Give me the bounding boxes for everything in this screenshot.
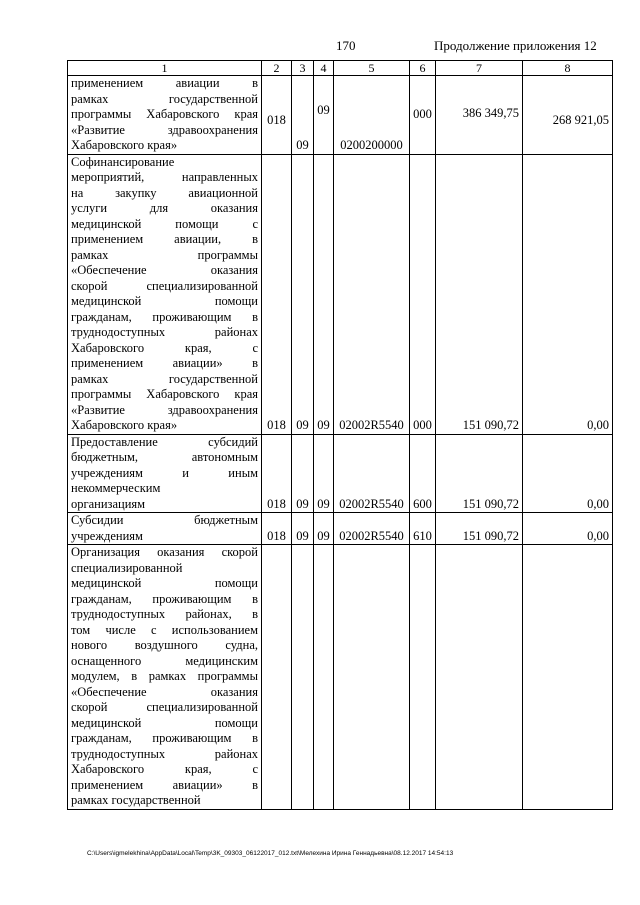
description-line: Софинансирование (71, 154, 175, 169)
amount-column-7: 151 090,72 (436, 434, 523, 513)
target-article-code: 02002R5540 (334, 513, 410, 545)
table-row (68, 154, 613, 434)
expense-type-code: 000 (410, 154, 436, 434)
description-line: мероприятий, направленных (71, 170, 258, 184)
description-line: некоммерческим (71, 481, 161, 495)
description-line: бюджетным, автономным (71, 450, 258, 464)
description-line: «Обеспечение оказания (71, 684, 258, 699)
description-line: гражданам, проживающим в (71, 731, 258, 745)
section-code: 09 (292, 434, 314, 513)
grbs-code: 018 (262, 434, 292, 513)
description-line: Субсидии бюджетным (71, 513, 258, 527)
table-body (68, 76, 613, 810)
description-line: учреждениям (71, 528, 143, 543)
column-header: 1 (68, 61, 262, 76)
row-description (68, 434, 262, 513)
amount-column-8: 0,00 (523, 154, 613, 434)
column-header: 6 (410, 61, 436, 76)
grbs-code: 018 (262, 513, 292, 545)
row-description (68, 545, 262, 810)
target-article-code: 0200200000 (334, 76, 410, 155)
subsection-code (314, 545, 334, 810)
description-line: учреждениям и иным (71, 465, 258, 480)
subsection-code: 09 (314, 154, 334, 434)
subsection-code: 09 (314, 434, 334, 513)
file-path-footer: C:\Users\igmelekhina\AppData\Local\Temp\3K_09303_06122017_012.txt\Мелехина Ирина Геннадьевна\08.12.2017 14:54:13 (87, 850, 454, 857)
expense-type-code: 600 (410, 434, 436, 513)
description-line: труднодоступных районах (71, 746, 258, 761)
amount-column-8: 0,00 (523, 513, 613, 545)
amount-column-7: 386 349,75 (436, 76, 523, 155)
grbs-code: 018 (262, 76, 292, 155)
description-line: Хабаровского края» (71, 138, 178, 152)
description-line: труднодоступных районах (71, 325, 258, 339)
description-line: применением авиации, в (71, 232, 258, 246)
description-line: оснащенного медицинским (71, 653, 258, 668)
target-article-code: 02002R5540 (334, 434, 410, 513)
description-line: модулем, в рамках программы (71, 669, 258, 683)
description-line: применением авиации» в (71, 777, 258, 792)
description-line: Хабаровского края, с (71, 340, 258, 355)
description-line: том числе с использованием (71, 622, 258, 637)
grbs-code (262, 545, 292, 810)
description-line: «Развитие здравоохранения (71, 122, 258, 137)
expense-type-code (410, 545, 436, 810)
description-line: рамках государственной (71, 371, 258, 386)
amount-column-8: 268 921,05 (523, 76, 613, 155)
row-description (68, 76, 262, 155)
description-line: программы Хабаровского края (71, 387, 258, 401)
description-line: рамках программы (71, 247, 258, 262)
row-description (68, 154, 262, 434)
description-line: медицинской помощи (71, 715, 258, 730)
subsection-code: 09 (314, 76, 334, 155)
expense-type-code: 610 (410, 513, 436, 545)
column-header: 8 (523, 61, 613, 76)
description-line: специализированной (71, 560, 183, 575)
section-code: 09 (292, 154, 314, 434)
continuation-label: Продолжение приложения 12 (434, 38, 597, 53)
description-line: Хабаровского края, с (71, 762, 258, 776)
amount-column-8 (523, 545, 613, 810)
description-line: на закупку авиационной (71, 185, 258, 200)
target-article-code: 02002R5540 (334, 154, 410, 434)
table-row (68, 434, 613, 513)
section-code (292, 545, 314, 810)
description-line: гражданам, проживающим в (71, 591, 258, 606)
description-line: Организация оказания скорой (71, 545, 258, 559)
description-line: скорой специализированной (71, 278, 258, 293)
grbs-code: 018 (262, 154, 292, 434)
column-header: 4 (314, 61, 334, 76)
description-line: медицинской помощи с (71, 216, 258, 231)
row-description (68, 513, 262, 545)
amount-column-7: 151 090,72 (436, 154, 523, 434)
description-line: Хабаровского края» (71, 418, 178, 432)
section-code: 09 (292, 76, 314, 155)
column-header: 2 (262, 61, 292, 76)
amount-column-7 (436, 545, 523, 810)
column-number-row (68, 61, 613, 76)
description-line: труднодоступных районах, в (71, 607, 258, 621)
expense-type-code: 000 (410, 76, 436, 155)
description-line: медицинской помощи (71, 294, 258, 308)
table-row (68, 545, 613, 810)
description-line: гражданам, проживающим в (71, 309, 258, 324)
column-header: 5 (334, 61, 410, 76)
amount-column-7: 151 090,72 (436, 513, 523, 545)
table-row (68, 76, 613, 155)
description-line: применением авиации» в (71, 356, 258, 370)
description-line: скорой специализированной (71, 700, 258, 714)
description-line: «Развитие здравоохранения (71, 402, 258, 417)
description-line: рамках государственной (71, 91, 258, 106)
description-line: рамках государственной (71, 793, 201, 807)
page-number: 170 (336, 38, 356, 53)
description-line: применением авиации в (71, 76, 258, 90)
amount-column-8: 0,00 (523, 434, 613, 513)
description-line: Предоставление субсидий (71, 434, 258, 449)
section-code: 09 (292, 513, 314, 545)
target-article-code (334, 545, 410, 810)
description-line: услуги для оказания (71, 201, 258, 215)
description-line: нового воздушного судна, (71, 638, 258, 652)
budget-table (67, 60, 613, 810)
subsection-code: 09 (314, 513, 334, 545)
description-line: медицинской помощи (71, 576, 258, 590)
column-header: 3 (292, 61, 314, 76)
description-line: организациям (71, 496, 146, 511)
table-row (68, 513, 613, 545)
column-header: 7 (436, 61, 523, 76)
description-line: программы Хабаровского края (71, 107, 258, 121)
description-line: «Обеспечение оказания (71, 263, 258, 277)
